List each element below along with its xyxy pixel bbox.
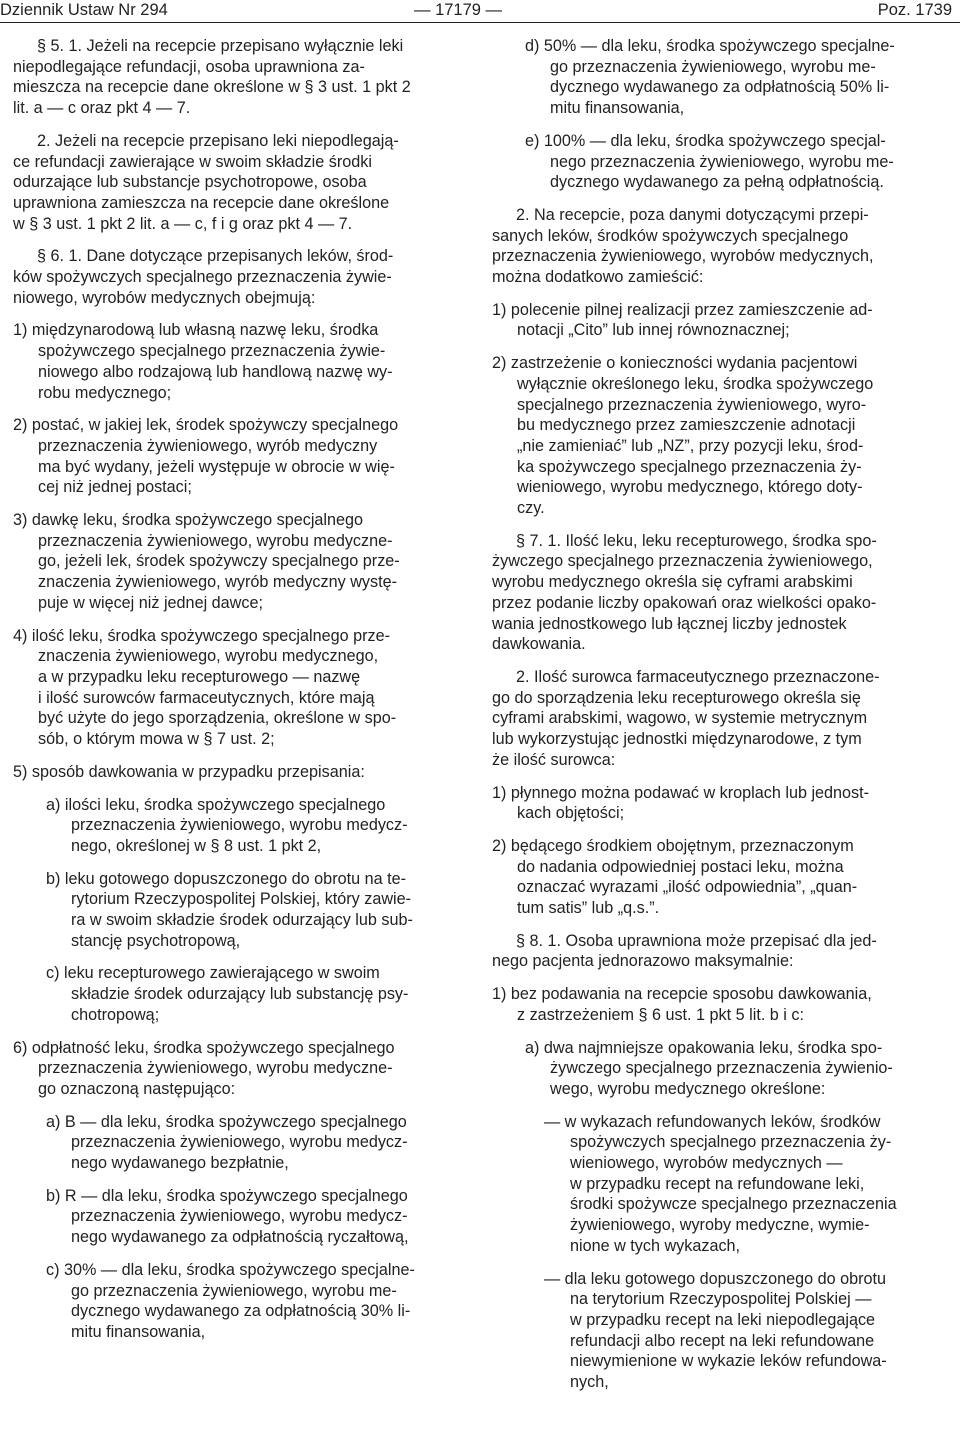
paragraph-7-1: § 7. 1. Ilość leku, leku recepturowego, środka spo- żywczego specjalnego przeznaczenia żywieniowego, wyrobu medycznego określa się cyframi arabskimi przez podanie liczby opakowań oraz wielkości opako- wania jednostkowego lub łącznej liczby jednostek dawkowania. [492,531,877,654]
list-item: 2) będącego środkiem obojętnym, przeznaczonym do nadania odpowiedniej postaci leku, można oznaczać wyrazami „ilość odpowiednia”, „quan- tum satis” lub „q.s.”. [492,836,858,918]
sub-list-item: b) R — dla leku, środka spożywczego specjalnego przeznaczenia żywieniowego, wyrobu medycz- nego wydawanego za odpłatnością ryczałtową, [46,1186,409,1247]
list-item: 1) międzynarodową lub własną nazwę leku, środka spożywczego specjalnego przeznaczenia żywie- niowego albo rodzajową lub handlową nazwę wy- robu medycznego; [13,321,393,402]
header-rule [0,22,960,23]
sub-list-item: e) 100% — dla leku, środka spożywczego specjal- nego przeznaczenia żywieniowego, wyrobu me- dycznego wydawanego za pełną odpłatnością. [525,131,894,192]
sub-list-item: c) 30% — dla leku, środka spożywczego specjalne- go przeznaczenia żywieniowego, wyrobu me- dycznego wydawanego za odpłatnością 30% li- mitu finansowania, [46,1260,415,1341]
sub-list-item: a) ilości leku, środka spożywczego specjalnego przeznaczenia żywieniowego, wyrobu medycz- nego, określonej w § 8 ust. 1 pkt 2, [46,795,408,855]
list-item: 2) zastrzeżenie o konieczności wydania pacjentowi wyłącznie określonego leku, środka spożywczego specjalnego przeznaczenia żywieniowego, wyro- bu medycznego przez zamieszczenie adnotacji „nie zamieniać” lub „NZ”, przy pozycji leku, środ- ka spożywczego specjalnego przeznaczenia ży- wieniowego, wyrobu medycznego, którego doty- czy. [492,354,874,518]
paragraph-6-2: 2. Na recepcie, poza danymi dotyczącymi przepi- sanych leków, środków spożywczych specjalnego przeznaczenia żywieniowego, wyrobów medycznych, można dodatkowo zamieścić: [492,205,874,287]
right-column [492,36,958,1405]
position-number: Poz. 1739 [877,1,952,19]
sub-list-item: d) 50% — dla leku, środka spożywczego specjalne- go przeznaczenia żywieniowego, wyrobu me- dycznego wydawanego za odpłatnością 50% li- mitu finansowania, [525,37,895,118]
sub-list-item: a) B — dla leku, środka spożywczego specjalnego przeznaczenia żywieniowego, wyrobu medycz- nego wydawanego bezpłatnie, [46,1112,408,1173]
sub-list-item: b) leku gotowego dopuszczonego do obrotu na te- rytorium Rzeczypospolitej Polskiej, który zawie- ra w swoim składzie środek odurzający lub sub- stancję psychotropową, [46,869,413,950]
list-item: 1) płynnego można podawać w kroplach lub jednost- kach objętości; [492,783,870,823]
sub-list-item: c) leku recepturowego zawierającego w swoim składzie środek odurzający lub substancję psy- chotropową; [46,964,409,1024]
paragraph-7-2: 2. Ilość surowca farmaceutycznego przeznaczone- go do sporządzenia leku recepturowego określa się cyframi arabskimi, wagowo, w systemie metrycznym lub wykorzystując jednostki międzynarodowe, z tym że ilość surowca: [492,667,880,769]
paragraph-6-1: § 6. 1. Dane dotyczące przepisanych leków, środ- ków spożywczych specjalnego przeznaczenia żywie- niowego, wyrobów medycznych obejmują: [13,247,394,307]
list-item: 2) postać, w jakiej lek, środek spożywczy specjalnego przeznaczenia żywieniowego, wyrób medyczny ma być wydany, jeżeli występuje w obrocie w wię- cej niż jednej postaci; [13,416,399,497]
dash-list-item: — dla leku gotowego dopuszczonego do obrotu na terytorium Rzeczypospolitej Polskiej — w przypadku recept na leki niepodlegające refundacji albo recept na leki refundowane niewymienione w wykazie leków refundowa- nych, [544,1269,887,1392]
left-column [13,36,455,1355]
dash-list-item: — w wykazach refundowanych leków, środków spożywczych specjalnego przeznaczenia ży- wieniowego, wyrobów medycznych — w przypadku recept na refundowane leki, środki spożywcze specjalnego przeznaczenia żywieniowego, wyroby medyczne, wymie- nione w tych wykazach, [544,1112,897,1255]
running-header [0,0,960,22]
paragraph-5-2: 2. Jeżeli na recepcie przepisano leki niepodlegają- ce refundacji zawierające w swoim składzie środki odurzające lub substancje psychotropowe, osoba uprawniona zamieszcza na recepcie dane określone w § 3 ust. 1 pkt 2 lit. a — c, f i g oraz pkt 4 — 7. [13,131,399,233]
list-item: 4) ilość leku, środka spożywczego specjalnego prze- znaczenia żywieniowego, wyrobu medycznego, a w przypadku leku recepturowego — nazwę i ilość surowców farmaceutycznych, które mają być użyte do jego sporządzenia, określone w spo- sób, o którym mowa w § 7 ust. 2; [13,626,397,749]
sub-list-item: a) dwa najmniejsze opakowania leku, środka spo- żywczego specjalnego przeznaczenia żywienio- wego, wyrobu medycznego określone: [525,1038,893,1098]
list-item: 1) polecenie pilnej realizacji przez zamieszczenie ad- notacji „Cito” lub innej równoznacznej; [492,300,873,340]
paragraph-8-1: § 8. 1. Osoba uprawniona może przepisać dla jed- nego pacjenta jednorazowo maksymalnie: [492,931,877,971]
paragraph-5-1: § 5. 1. Jeżeli na recepcie przepisano wyłącznie leki niepodlegające refundacji, osoba uprawniona za- mieszcza na recepcie dane określone w § 3 ust. 1 pkt 2 lit. a — c oraz pkt 4 — 7. [13,37,411,118]
list-item: 6) odpłatność leku, środka spożywczego specjalnego przeznaczenia żywieniowego, wyrobu medyczne- go oznaczoną następująco: [13,1038,395,1098]
list-item: 3) dawkę leku, środka spożywczego specjalnego przeznaczenia żywieniowego, wyrobu medyczne- go, jeżeli lek, środek spożywczy specjalnego prze- znaczenia żywieniowego, wyrób medyczny wystę- puje w więcej niż jednej dawce; [13,511,400,612]
page-number: — 17179 — [414,1,503,19]
list-item: 5) sposób dawkowania w przypadku przepisania: [13,762,365,781]
list-item: 1) bez podawania na recepcie sposobu dawkowania, z zastrzeżeniem § 6 ust. 1 pkt 5 lit. b i c: [492,985,872,1024]
journal-title: Dziennik Ustaw Nr 294 [0,1,168,19]
